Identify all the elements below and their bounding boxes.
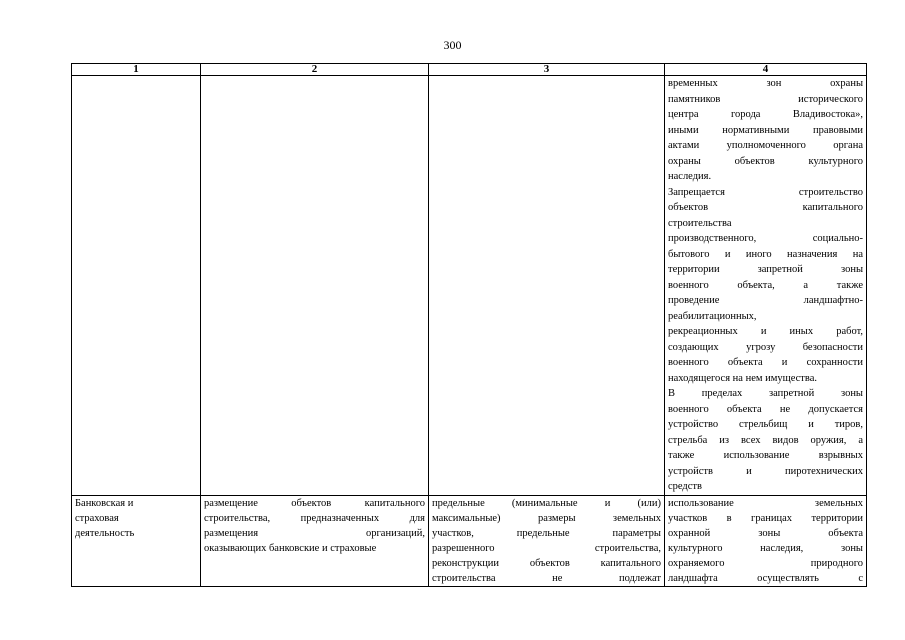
text-line: оказывающих банковские и страховые bbox=[204, 542, 377, 554]
text-line: реабилитационных, bbox=[668, 310, 757, 322]
text-line: В пределах запретной зоны bbox=[668, 388, 863, 399]
text-line: устройств и пиротехнических bbox=[668, 465, 863, 477]
text-line: строительства, предназначенных для bbox=[204, 512, 425, 524]
text-line: военного объекта и сохранности bbox=[668, 357, 863, 368]
column-header-1: 1 bbox=[72, 64, 201, 76]
page-number: 300 bbox=[443, 38, 462, 52]
text-line: разрешенного строительства, bbox=[432, 542, 661, 554]
text-line: страховая bbox=[75, 512, 119, 524]
text-line: охраняемого природного bbox=[668, 557, 863, 569]
text-line: центра города Владивостока», bbox=[668, 109, 863, 120]
row1-cell-col2 bbox=[201, 76, 429, 496]
text-line: Банковская и bbox=[75, 497, 134, 509]
text-line: Запрещается строительство bbox=[668, 186, 863, 198]
table-header-row bbox=[72, 64, 867, 76]
document-table bbox=[71, 63, 867, 587]
text-line: памятников исторического bbox=[668, 93, 863, 105]
row2-cell-col2 bbox=[201, 495, 429, 586]
text-line: рекреационных и иных работ, bbox=[668, 326, 863, 337]
text-line: предельные (минимальные и (или) bbox=[432, 497, 661, 509]
text-line: проведение ландшафтно- bbox=[668, 295, 863, 306]
text-line: участков в границах территории bbox=[668, 512, 863, 524]
text-line: использование земельных bbox=[668, 497, 863, 509]
text-line: размещения организаций, bbox=[204, 527, 425, 539]
row1-cell-col4 bbox=[665, 76, 867, 496]
text-line: ландшафта осуществлять с bbox=[668, 572, 863, 584]
text-line: военного объекта не допускается bbox=[668, 403, 863, 415]
text-line: также использование взрывных bbox=[668, 450, 863, 461]
text-line: деятельность bbox=[75, 527, 135, 539]
text-line: устройство стрельбищ и тиров, bbox=[668, 419, 863, 430]
table-row bbox=[72, 76, 867, 496]
text-line: иными нормативными правовыми bbox=[668, 124, 863, 136]
row2-cell-col4 bbox=[665, 495, 867, 586]
text-line: максимальные) размеры земельных bbox=[432, 512, 661, 524]
column-header-2: 2 bbox=[201, 64, 429, 76]
text-line: участков, предельные параметры bbox=[432, 527, 661, 539]
text-line: стрельба из всех видов оружия, а bbox=[668, 434, 863, 446]
table-row bbox=[72, 495, 867, 586]
row2-cell-col3 bbox=[429, 495, 665, 586]
text-line: наследия. bbox=[668, 171, 712, 182]
row1-cell-col3 bbox=[429, 76, 665, 496]
text-line: создающих угрозу безопасности bbox=[668, 341, 863, 353]
text-line: объектов капитального bbox=[668, 202, 863, 213]
text-line: военного объекта, а также bbox=[668, 279, 863, 291]
column-header-4: 4 bbox=[665, 64, 867, 76]
text-line: строительства не подлежат bbox=[432, 572, 661, 584]
text-line: строительства bbox=[668, 217, 732, 229]
column-header-3: 3 bbox=[429, 64, 665, 76]
text-line: средств bbox=[668, 481, 702, 492]
text-line: территории запретной зоны bbox=[668, 264, 863, 275]
text-line: бытового и иного назначения на bbox=[668, 248, 863, 260]
row2-cell-col1 bbox=[72, 495, 201, 586]
text-line: временных зон охраны bbox=[668, 78, 863, 89]
text-line: находящегося на нем имущества. bbox=[668, 372, 817, 384]
text-line: размещение объектов капитального bbox=[204, 497, 425, 509]
row1-cell-col1 bbox=[72, 76, 201, 496]
text-line: производственного, социально- bbox=[668, 233, 863, 244]
text-line: охраны объектов культурного bbox=[668, 155, 863, 167]
text-line: культурного наследия, зоны bbox=[668, 542, 863, 554]
text-line: реконструкции объектов капитального bbox=[432, 557, 661, 569]
text-line: охранной зоны объекта bbox=[668, 527, 863, 539]
text-line: актами уполномоченного органа bbox=[668, 140, 863, 151]
